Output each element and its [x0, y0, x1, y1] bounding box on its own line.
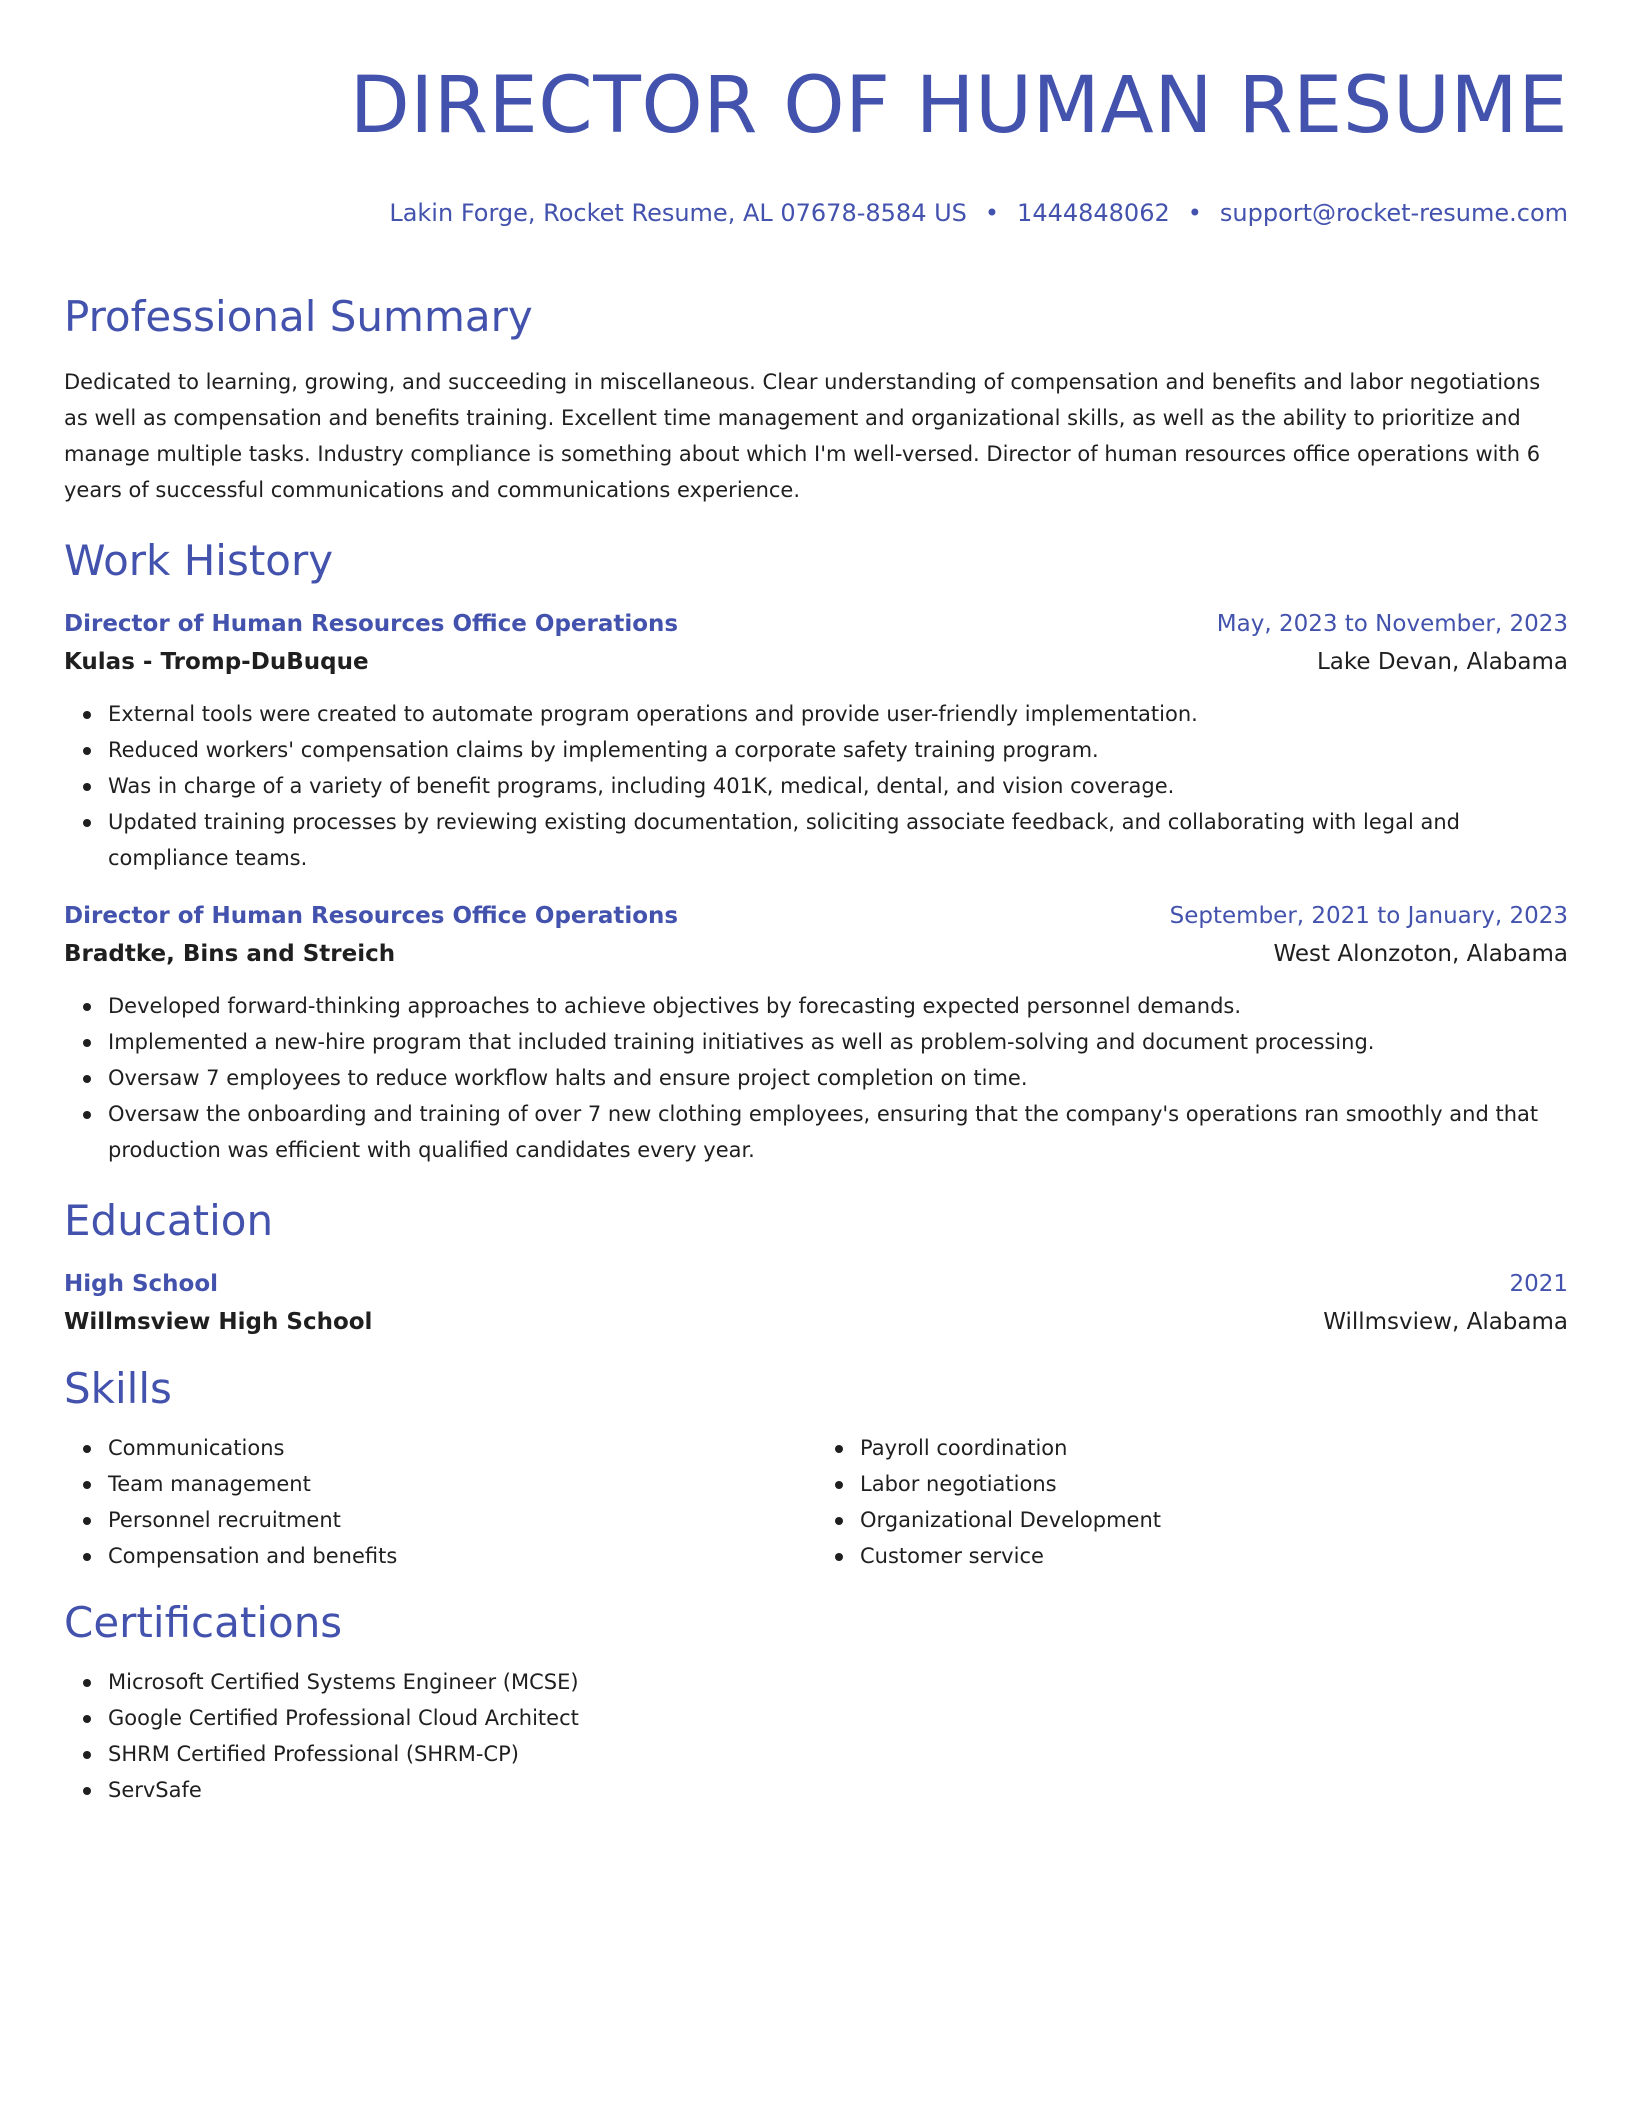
resume-title: DIRECTOR OF HUMAN RESUME [349, 61, 1568, 151]
job-bullet: Reduced workers' compensation claims by implementing a corporate safety training program. [108, 732, 1568, 768]
job-bullet: Was in charge of a variety of benefit programs, including 401K, medical, dental, and vision coverage. [108, 768, 1568, 804]
certification-item: Microsoft Certified Systems Engineer (MCSE) [108, 1664, 1568, 1700]
skill-item: Compensation and benefits [108, 1538, 816, 1574]
job-entry [64, 898, 1568, 1168]
education-year: 2021 [1509, 1271, 1568, 1297]
summary-section [64, 290, 1568, 508]
job-dates: May, 2023 to November, 2023 [1216, 611, 1568, 637]
job-bullet: Developed forward-thinking approaches to achieve objectives by forecasting expected personnel demands. [108, 988, 1568, 1024]
job-dates: September, 2021 to January, 2023 [1169, 903, 1568, 929]
job-bullet: Oversaw the onboarding and training of over 7 new clothing employees, ensuring that the company's operations ran smoothly and that production was efficient with qualified candidates every year. [108, 1096, 1568, 1168]
contact-line [64, 196, 1568, 230]
job-title: Director of Human Resources Office Operations [64, 611, 679, 637]
job-company: Kulas - Tromp-DuBuque [64, 649, 369, 675]
job-location: Lake Devan, Alabama [1316, 649, 1568, 675]
job-bullet: External tools were created to automate program operations and provide user-friendly implementation. [108, 696, 1568, 732]
education-heading: Education [64, 1196, 274, 1245]
certifications-list [64, 1664, 1568, 1808]
education-subheader [64, 1302, 1568, 1342]
education-school: Willmsview High School [64, 1309, 373, 1335]
contact-phone: 1444848062 [1017, 199, 1170, 227]
skill-item: Personnel recruitment [108, 1502, 816, 1538]
education-degree: High School [64, 1271, 219, 1297]
job-bullets [64, 988, 1568, 1168]
education-entry [64, 1266, 1568, 1342]
job-company: Bradtke, Bins and Streich [64, 941, 396, 967]
certifications-heading: Certifications [64, 1598, 343, 1647]
skills-list-left [64, 1430, 816, 1574]
job-location: West Alonzoton, Alabama [1273, 941, 1568, 967]
education-location: Willmsview, Alabama [1323, 1309, 1568, 1335]
education-header [64, 1266, 1568, 1302]
job-title: Director of Human Resources Office Operations [64, 903, 679, 929]
summary-text: Dedicated to learning, growing, and succeeding in miscellaneous. Clear understanding of compensation and benefits and labor negotiations as well as compensation and benefits training. Excellent time management and organizational skills, as well as the ability to prioritize and manage multiple tasks. Industry compliance is something about which I'm well-versed. Director of human resources office operations with 6 years of successful communications and communications experience. [64, 370, 1541, 502]
job-bullet: Implemented a new-hire program that included training initiatives as well as problem-solving and document processing. [108, 1024, 1568, 1060]
job-bullets [64, 696, 1568, 876]
certifications-section [64, 1596, 1568, 1808]
skill-item: Labor negotiations [860, 1466, 1568, 1502]
job-entry [64, 606, 1568, 876]
job-header [64, 898, 1568, 934]
skills-heading: Skills [64, 1364, 172, 1413]
skill-item: Communications [108, 1430, 816, 1466]
job-bullet: Updated training processes by reviewing existing documentation, soliciting associate feedback, and collaborating with legal and compliance teams. [108, 804, 1568, 876]
skill-item: Organizational Development [860, 1502, 1568, 1538]
job-subheader [64, 934, 1568, 974]
skill-item: Payroll coordination [860, 1430, 1568, 1466]
job-bullet: Oversaw 7 employees to reduce workflow halts and ensure project completion on time. [108, 1060, 1568, 1096]
skill-item: Team management [108, 1466, 816, 1502]
job-subheader [64, 642, 1568, 682]
work-history-section [64, 534, 1568, 1168]
skills-list-right [816, 1430, 1568, 1574]
certification-item: Google Certified Professional Cloud Architect [108, 1700, 1568, 1736]
education-section [64, 1194, 1568, 1342]
contact-address: Lakin Forge, Rocket Resume, AL 07678-8584 US [389, 199, 967, 227]
certification-item: ServSafe [108, 1772, 1568, 1808]
job-header [64, 606, 1568, 642]
skill-item: Customer service [860, 1538, 1568, 1574]
skills-columns [64, 1416, 1568, 1574]
contact-email: support@rocket-resume.com [1219, 199, 1568, 227]
certification-item: SHRM Certified Professional (SHRM-CP) [108, 1736, 1568, 1772]
contact-separator: • [984, 199, 1000, 227]
summary-heading: Professional Summary [64, 292, 533, 341]
contact-separator: • [1187, 199, 1202, 227]
skills-section [64, 1362, 1568, 1574]
work-history-heading: Work History [64, 536, 334, 585]
